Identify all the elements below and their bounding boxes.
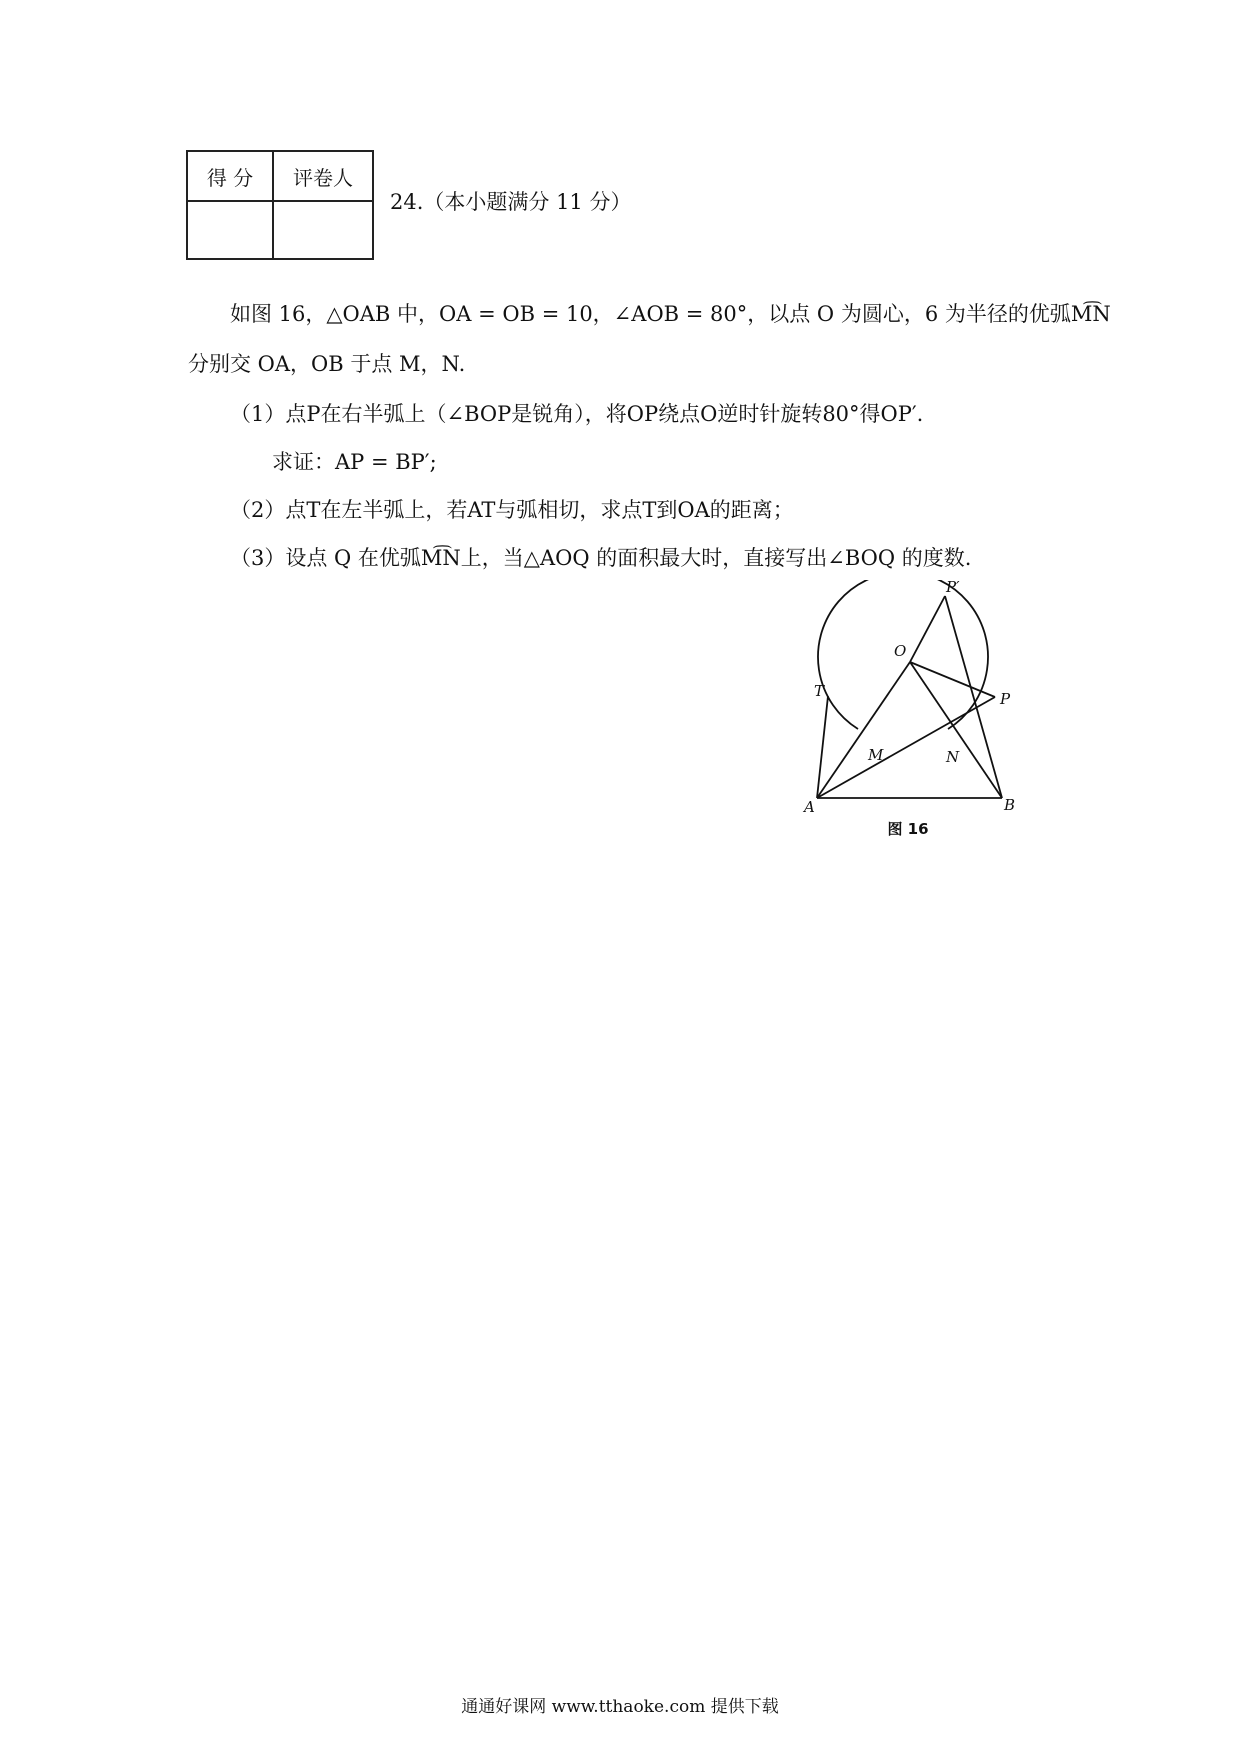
- grader-cell[interactable]: [273, 201, 373, 259]
- score-header: 得 分: [187, 151, 273, 201]
- label-b: B: [1004, 796, 1016, 814]
- question-part1-proof: 求证：AP = BP′;: [272, 450, 437, 474]
- figure-caption: 图 16: [887, 820, 929, 838]
- label-m: M: [868, 746, 884, 764]
- segment-oa: [817, 662, 910, 798]
- question-part1: （1）点P在右半弧上（∠BOP是锐角），将OP绕点O逆时针旋转80°得OP′.: [230, 402, 924, 426]
- label-n: N: [946, 748, 960, 766]
- label-p-prime: P′: [946, 580, 960, 596]
- question-part2: （2）点T在左半弧上，若AT与弧相切，求点T到OA的距离；: [230, 498, 794, 522]
- grader-header: 评卷人: [273, 151, 373, 201]
- score-table: [186, 150, 374, 260]
- question-stem-line2: 分别交 OA，OB 于点 M，N.: [188, 352, 466, 376]
- question-part3: （3）设点 Q 在优弧M͡N上，当△AOQ 的面积最大时，直接写出∠BOQ 的度数.: [230, 546, 972, 570]
- score-cell[interactable]: [187, 201, 273, 259]
- label-t: T: [814, 682, 825, 700]
- question-stem-line1: 如图 16，△OAB 中，OA = OB = 10，∠AOB = 80°，以点 O 为圆心，6 为半径的优弧M͡N: [230, 302, 1111, 326]
- segment-ob: [910, 662, 1002, 798]
- segment-at: [817, 696, 828, 798]
- question-title: 24.（本小题满分 11 分）: [390, 190, 632, 214]
- label-a: A: [804, 798, 815, 816]
- label-o: O: [894, 642, 907, 660]
- figure-16: [790, 580, 1060, 840]
- footer-note: 通通好课网 www.tthaoke.com 提供下载: [461, 1697, 779, 1717]
- segment-op-prime: [910, 596, 945, 662]
- label-p: P: [1000, 690, 1011, 708]
